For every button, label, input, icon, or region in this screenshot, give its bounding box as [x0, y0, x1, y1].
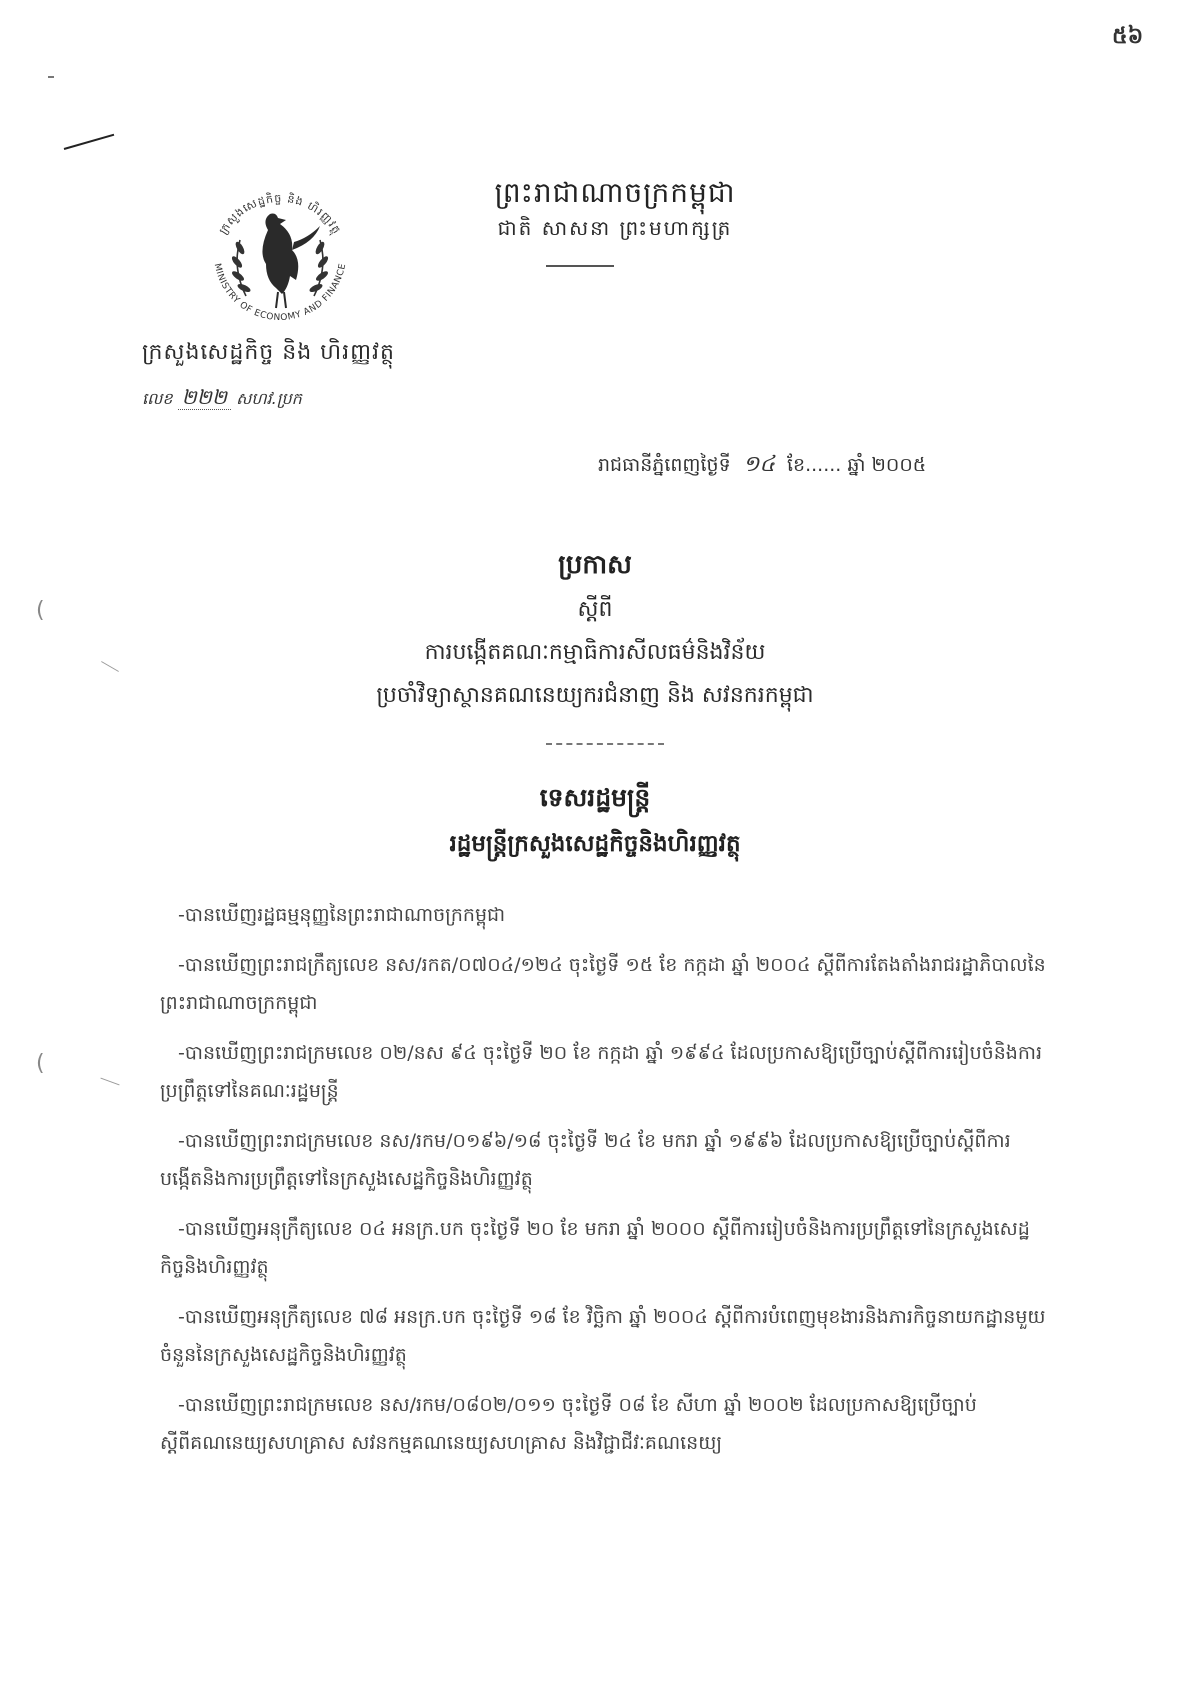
date-prefix: រាជធានីភ្នំពេញថ្ងៃទី	[598, 454, 731, 476]
reference-number	[142, 384, 302, 414]
date-suffix: ខែ...... ឆ្នាំ ២០០៥	[787, 454, 927, 476]
margin-tick	[101, 661, 119, 672]
date-day-handwritten: ១៤	[742, 452, 775, 477]
issuer-title: ទេសរដ្ឋមន្ត្រី	[539, 783, 651, 812]
kingdom-title: ព្រះរាជាណាចក្រកម្ពុជា	[494, 176, 736, 209]
clause-item: -បានឃើញអនុក្រឹត្យលេខ ៧៨ អនក្រ.បក ចុះថ្ងៃទី ១៨ ខែ វិច្ឆិកា ឆ្នាំ ២០០៤ ស្តីពីការបំពេញមុខងារនិងភារកិច្ចនាយកដ្ឋានមួយចំនួននៃក្រសួងសេដ្ឋកិច្ចនិងហិរញ្ញវត្ថុ	[160, 1306, 1046, 1366]
clause-item: -បានឃើញព្រះរាជក្រមលេខ នស/រកម/០៨០២/០១១ ចុះថ្ងៃទី ០៨ ខែ សីហា ឆ្នាំ ២០០២ ដែលប្រកាសឱ្យប្រើច្បាប់ស្តីពីគណនេយ្យសហគ្រាស សវនកម្មគណនេយ្យសហគ្រាស និងវិជ្ជាជីវៈគណនេយ្យ	[160, 1394, 977, 1454]
document-subject-line-2: ប្រចាំវិទ្យាស្ថានគណនេយ្យករជំនាញ និង សវនករកម្ពុជា	[376, 683, 814, 708]
national-motto: ជាតិ សាសនា ព្រះមហាក្សត្រ	[497, 216, 733, 240]
ref-prefix: លេខ	[142, 389, 173, 408]
ref-suffix: សហវ.ប្រក	[236, 389, 302, 408]
motto-divider	[546, 265, 614, 267]
page-number: ៥៦	[1112, 24, 1144, 49]
svg-text:MINISTRY OF ECONOMY AND FINANC: MINISTRY OF ECONOMY AND FINANCE	[211, 262, 349, 324]
ministry-name: ក្រសួងសេដ្ឋកិច្ច និង ហិរញ្ញវត្ថុ	[142, 340, 395, 365]
clause-item: -បានឃើញព្រះរាជក្រមលេខ នស/រកម/០១៩៦/១៨ ចុះថ្ងៃទី ២៤ ខែ មករា ឆ្នាំ ១៩៩៦ ដែលប្រកាសឱ្យប្រើច្បាប់ស្តីពីការបង្កើតនិងការប្រព្រឹត្តទៅនៃក្រសួងសេដ្ឋកិច្ចនិងហិរញ្ញវត្ថុ	[160, 1130, 1011, 1190]
clause-item: -បានឃើញអនុក្រឹត្យលេខ ០៤ អនក្រ.បក ចុះថ្ងៃទី ២០ ខែ មករា ឆ្នាំ ២០០០ ស្តីពីការរៀបចំនិងការប្រព្រឹត្តទៅនៃក្រសួងសេដ្ឋកិច្ចនិងហិរញ្ញវត្ថុ	[160, 1218, 1030, 1278]
preamble-clauses	[160, 896, 1050, 1474]
scan-speck	[48, 76, 54, 78]
pen-stroke-mark	[64, 134, 115, 150]
margin-mark: (	[36, 1051, 45, 1076]
subject-divider	[546, 743, 664, 745]
document-subject-line-1: ការបង្កើតគណៈកម្មាធិការសីលធម៌និងវិន័យ	[424, 640, 766, 665]
document-about: ស្តីពី	[577, 597, 613, 622]
ministry-seal-icon	[196, 168, 364, 336]
clause-item: -បានឃើញរដ្ឋធម្មនុញ្ញនៃព្រះរាជាណាចក្រកម្ពុជា	[178, 904, 506, 926]
date-line	[598, 450, 926, 482]
issuer-role: រដ្ឋមន្ត្រីក្រសួងសេដ្ឋកិច្ចនិងហិរញ្ញវត្ថុ	[449, 831, 741, 857]
clause-item: -បានឃើញព្រះរាជក្រមលេខ ០២/នស ៩៤ ចុះថ្ងៃទី ២០ ខែ កក្កដា ឆ្នាំ ១៩៩៤ ដែលប្រកាសឱ្យប្រើច្បាប់ស្តីពីការរៀបចំនិងការប្រព្រឹត្តទៅនៃគណៈរដ្ឋមន្ត្រី	[160, 1042, 1042, 1102]
svg-text:ក្រសួងសេដ្ឋកិច្ច និង ហិរញ្ញវត្: ក្រសួងសេដ្ឋកិច្ច និង ហិរញ្ញវត្ថុ	[216, 191, 344, 237]
margin-tick	[100, 1078, 119, 1086]
ref-number-handwritten: ២២២	[178, 385, 231, 410]
document-type: ប្រកាស	[558, 550, 632, 580]
margin-mark: (	[36, 598, 45, 623]
clause-item: -បានឃើញព្រះរាជក្រឹត្យលេខ នស/រកត/០៧០៤/១២៤ ចុះថ្ងៃទី ១៥ ខែ កក្កដា ឆ្នាំ ២០០៤ ស្តីពីការតែងតាំងរាជរដ្ឋាភិបាលនៃព្រះរាជាណាចក្រកម្ពុជា	[160, 954, 1046, 1014]
